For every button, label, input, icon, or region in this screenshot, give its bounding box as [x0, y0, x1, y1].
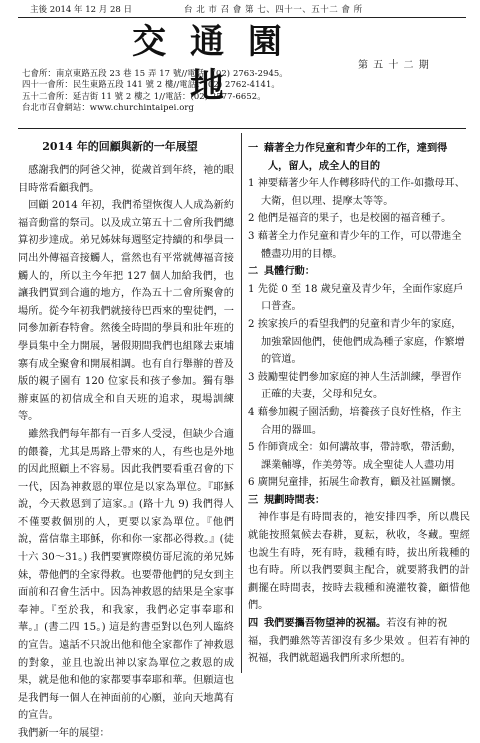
masthead-rule: [18, 17, 466, 18]
section-heading-cont: 人，留人，成全人的目的: [268, 159, 381, 172]
section-heading: 四 我們要攜吾物望神的祝福。: [248, 617, 387, 630]
article-paragraph: 雖然我們每年都有一百多人受浸，但缺少合適的餵養，尤其是馬路上帶來的人，有些也是外地的因此照顧上不容易。因此我們要看重召會的下一代，因為神救恩的單位是以家為單位。『耶穌說，今天救恩到了這家。』(路十九 9) 我們得人不僅要救個別的人，更要以家為單位。『他們說，當信靠主耶穌，你和你一家都必得救。』(徒十六 30～31。) 我們要實際模仿哥尼流的弟兄姊妹，帶他們的全家得救。也要帶他們的兒女到主面前和召會生活中。因為神救恩的結果是全家事奉神。『至於我，和我家，我們必定事奉耶和華。』(書二四 15。) 這是約書亞對以色列人臨終的宣告。遠話不只說出他和他全家都作了神救恩的對象，並且也說出神以家為單位之救恩的成果，就是他和他的家都要事奉耶和華。但願這也是我們每一個人在神面前的心願，並向天地萬有的宣告。: [18, 428, 234, 722]
section-heading: 一 藉著全力作兒童和青少年的工作，達到得: [248, 142, 448, 154]
section-paragraph: 若沒有神的祝: [386, 618, 448, 630]
list-item: 4 藉參加親子園活動，培養孩子良好性格，作主合用的器皿。: [248, 406, 462, 436]
list-item: 2 挨家挨戶的看望我們的兒童和青少年的家庭，加強鞏固他們，使他們成為種子家庭，作繁增的管道。: [248, 318, 465, 366]
column-divider: [241, 133, 242, 673]
address-line: 四十一會所：民生東路五段 141 號 2 樓//電話：(02) 2762-4141。: [22, 79, 280, 90]
article-paragraph: 我們新一年的展望：: [18, 728, 110, 739]
article-paragraph: 回顧 2014 年初，我們希望恢復人人成為新約福音動當的祭司。以及成立第五十二會所我們總算初步達成。弟兄姊妹每週堅定持續的和學員一同出外傳福音接觸人，當然也有平常就傳福音接觸人的，所以主今年把 127 個人加給我們，也讓我們買到合適的地方，作為五十二會所聚會的場所。從今年初我們就接待巴西來的聖徒們，一同參加新春特會。然後全時間的學員和壯年班的學員集中全力開展，暑假期間我們也組隊去東埔寨有成全聚會和開展相調。也有自行舉辦的普及版的親子園有 120 位家長和孩子參加。獨有舉辦東區的初信成全和自天班的追求，現場訓練等。: [18, 200, 234, 423]
church-name: 台 北 市 召 會 第 七、四十一、五十二 會 所: [184, 5, 363, 15]
list-item: 3 藉著全力作兒童和青少年的工作，可以帶進全體盡功用的目標。: [248, 230, 462, 260]
section-four: [248, 615, 470, 633]
section-paragraph: 福，我們雖然等苦卻沒有多少果效 。但若有神的祝福，我們就超過我們所求所想的。: [248, 635, 470, 665]
newsletter-title: 交 通 園 地: [132, 22, 288, 106]
section-heading: 三 規劃時間表：: [248, 493, 326, 506]
address-line: 七會所：南京東路五段 23 巷 15 弄 17 號//電話：(02) 2763-2945。: [22, 68, 288, 78]
article-title: 2014 年的回顧與新的一年展望: [42, 140, 198, 153]
outlook-column: [248, 140, 470, 668]
issue-number: 第 五 十 二 期: [358, 60, 430, 71]
list-item: 5 作師資成全：如何講故事，帶詩歌，帶活動，課業輔導，作美勞等。成全聖徒人人盡功用: [248, 442, 462, 471]
article-body: [18, 162, 234, 743]
address-block: [22, 68, 352, 113]
issue-date: 主後 2014 年 12 月 28 日: [30, 5, 132, 15]
article-paragraph: 感謝我們的阿爸父神，從歲首到年終，祂的眼目時常看顧我們。: [18, 165, 234, 194]
masthead-top: [12, 3, 468, 17]
list-item: 3 鼓勵聖徒們參加家庭的神人生活訓練，學習作正確的夫妻，父母和兒女。: [248, 371, 462, 401]
address-line: 五十二會所：延吉街 11 號 2 樓之 1//電話：(02) 2577-6652。: [22, 90, 266, 101]
website-line: 台北市召會網站：www.churchintaipei.org: [22, 101, 194, 112]
section-heading: 二 具體行動：: [248, 265, 315, 278]
list-item: 1 神要藉著少年人作轉移時代的工作-如撒母耳、大衛，但以理、提摩太等等。: [248, 178, 465, 207]
header-bottom-rule: [18, 128, 466, 129]
list-item: 1 先從 0 至 18 歲兒童及青少年，全面作家庭戶口普查。: [248, 283, 464, 313]
section-paragraph: 神作事是有時間表的，祂安排四季，所以農民就能按照氣候去春耕，夏耘，秋收，冬藏。聖經也說生有時，死有時，栽種有時，拔出所栽種的也有時。所以我們要與主配合，就要將我們的計劃擺在時間表，按時去栽種和澆灌牧養，顧惜他們。: [248, 512, 470, 612]
list-item: 2 他們是福音的果子，也是校園的福音種子。: [248, 213, 452, 225]
list-item: 6 廣開兒童排，拓展生命教育，顧及社區關懷。: [248, 477, 462, 489]
